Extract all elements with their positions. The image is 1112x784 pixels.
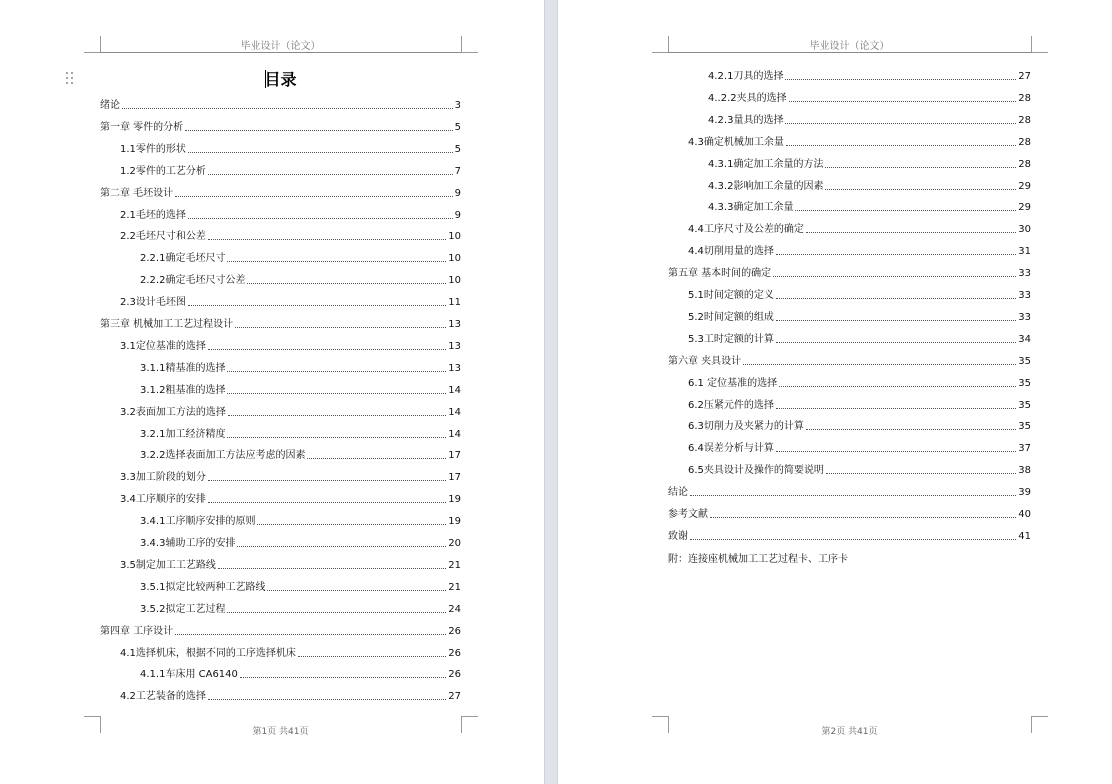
toc-entry-text: 2.2毛坯尺寸和公差 [120, 231, 206, 243]
toc-entry-text: 4..2.2夹具的选择 [708, 92, 787, 104]
toc-entry-page-number: 26 [448, 669, 461, 681]
toc-entry[interactable] [100, 98, 461, 111]
toc-entry-page-number: 26 [448, 625, 461, 637]
toc-entry-page-number: 29 [1018, 202, 1031, 214]
toc-entry-page-number: 30 [1018, 224, 1031, 236]
corner-mark-bottom-right [1031, 716, 1048, 733]
toc-entry[interactable] [100, 536, 461, 549]
toc-entry[interactable] [100, 383, 461, 396]
page-footer: 第1页 共41页 [252, 727, 309, 737]
toc-entry[interactable] [668, 179, 1031, 192]
toc-dot-leader [806, 231, 1016, 233]
page-gap [544, 0, 558, 784]
toc-entry[interactable] [100, 120, 461, 133]
toc-entry[interactable] [668, 69, 1031, 82]
toc-dot-leader [235, 326, 446, 328]
toc-entry[interactable] [668, 332, 1031, 345]
toc-dot-leader [185, 129, 452, 131]
toc-dot-leader [779, 385, 1016, 387]
toc-entry[interactable] [100, 208, 461, 221]
toc-entry-text: 4.3确定机械加工余量 [688, 136, 784, 148]
toc-entry-page-number: 27 [1018, 71, 1031, 82]
corner-mark-top-right [461, 36, 478, 53]
toc-entry-page-number: 5 [454, 143, 461, 155]
toc-entry-text: 3.1.2粗基准的选择 [140, 384, 226, 396]
toc-dot-leader [208, 698, 446, 700]
toc-dot-leader [825, 166, 1016, 168]
toc-entry[interactable] [100, 448, 461, 461]
toc-entry-page-number: 9 [454, 209, 461, 221]
toc-dot-leader [776, 450, 1016, 452]
toc-entry-page-number: 10 [448, 231, 461, 243]
toc-entry-page-number: 29 [1018, 180, 1031, 192]
toc-entry[interactable] [100, 427, 461, 440]
toc-entry[interactable] [668, 441, 1031, 454]
toc-entry[interactable] [668, 113, 1031, 126]
toc-entry-text: 3.2.2选择表面加工方法应考虑的因素 [140, 450, 306, 462]
toc-entry[interactable] [100, 646, 461, 659]
toc-entry-page-number: 40 [1018, 509, 1031, 520]
toc-entry-page-number: 10 [448, 275, 461, 287]
toc-dot-leader [806, 428, 1016, 430]
toc-dot-leader [789, 100, 1017, 102]
toc-entry[interactable] [668, 463, 1031, 476]
toc-dot-leader [776, 407, 1016, 409]
toc-dot-leader [298, 655, 446, 657]
toc-entry-text: 3.5制定加工工艺路线 [120, 559, 216, 571]
toc-entry-page-number: 28 [1018, 158, 1031, 170]
toc-entry[interactable] [668, 419, 1031, 432]
toc-entry-text: 3.4.1工序顺序安排的原则 [140, 516, 256, 528]
toc-dot-leader [227, 392, 446, 394]
toc-entry-text: 3.1定位基准的选择 [120, 340, 206, 352]
toc-entry[interactable] [100, 295, 461, 308]
toc-entry[interactable] [100, 142, 461, 155]
toc-entry-text: 3.3加工阶段的划分 [120, 472, 206, 484]
toc-entry-page-number: 37 [1018, 443, 1031, 455]
toc-entry-page-number: 7 [454, 165, 461, 177]
toc-entry[interactable] [668, 354, 1031, 367]
toc-entry-text: 3.1.1精基准的选择 [140, 362, 226, 374]
toc-dot-leader [227, 260, 446, 262]
toc-dot-leader [795, 209, 1016, 211]
toc-entry-page-number: 31 [1018, 246, 1031, 258]
toc-dot-leader [710, 516, 1016, 518]
toc-entry-text: 2.3设计毛坯图 [120, 297, 186, 309]
toc-entry-page-number: 33 [1018, 290, 1031, 301]
toc-entry-text: 6.1 定位基准的选择 [688, 377, 778, 389]
header-rule [668, 52, 1031, 53]
toc-entry-page-number: 24 [448, 603, 461, 615]
toc-dot-leader [218, 567, 446, 569]
toc-dot-leader [690, 494, 1016, 496]
toc-list-page-1 [100, 98, 461, 708]
toc-dot-leader [786, 144, 1016, 146]
toc-entry[interactable] [100, 317, 461, 330]
toc-dot-leader [208, 238, 446, 240]
toc-entry[interactable] [100, 251, 461, 264]
toc-entry-text: 结论 [668, 487, 688, 499]
toc-dot-leader [825, 188, 1016, 190]
toc-entry[interactable] [668, 244, 1031, 257]
toc-entry-text: 6.5夹具设计及操作的简要说明 [688, 465, 824, 477]
toc-dot-leader [227, 370, 446, 372]
toc-dot-leader [175, 633, 446, 635]
toc-entry-page-number: 10 [448, 253, 461, 265]
toc-entry-text: 3.5.1拟定比较两种工艺路线 [140, 581, 266, 593]
toc-entry[interactable] [100, 689, 461, 702]
toc-dot-leader [188, 217, 453, 219]
toc-entry[interactable] [100, 492, 461, 505]
toc-entry-text: 3.4.3辅助工序的安排 [140, 538, 236, 549]
toc-entry-page-number: 13 [448, 319, 461, 330]
toc-entry-page-number: 33 [1018, 268, 1031, 280]
page-footer: 第2页 共41页 [821, 727, 878, 737]
toc-entry-text: 致谢 [668, 530, 688, 542]
toc-dot-leader [188, 304, 446, 306]
toc-dot-leader [122, 107, 453, 109]
toc-entry-text: 4.2.3量具的选择 [708, 114, 784, 126]
toc-entry-page-number: 11 [448, 297, 461, 309]
toc-entry[interactable] [100, 361, 461, 374]
toc-list-page-2 [668, 69, 1031, 549]
toc-entry-page-number: 28 [1018, 92, 1031, 104]
toc-entry-text: 4.4切削用量的选择 [688, 246, 774, 258]
toc-entry[interactable] [100, 164, 461, 177]
corner-mark-top-left [84, 36, 101, 53]
toc-entry-page-number: 27 [448, 691, 461, 703]
toc-entry[interactable] [668, 135, 1031, 148]
toc-entry-text: 4.3.3确定加工余量 [708, 202, 794, 214]
page-header: 毕业设计（论文） [240, 41, 321, 52]
toc-entry[interactable] [668, 222, 1031, 235]
toc-entry-page-number: 38 [1018, 465, 1031, 477]
toc-entry-text: 2.2.1确定毛坯尺寸 [140, 253, 226, 265]
toc-entry-text: 3.2表面加工方法的选择 [120, 406, 226, 418]
toc-entry[interactable] [668, 288, 1031, 301]
toc-entry-page-number: 34 [1018, 333, 1031, 345]
toc-dot-leader [227, 436, 446, 438]
toc-entry-page-number: 19 [448, 494, 461, 506]
toc-entry-text: 6.3切削力及夹紧力的计算 [688, 421, 804, 433]
toc-entry-page-number: 13 [448, 340, 461, 352]
toc-dot-leader [776, 319, 1016, 321]
toc-entry-page-number: 14 [448, 384, 461, 396]
document-page-1 [0, 0, 544, 784]
toc-dot-leader [743, 363, 1016, 365]
toc-entry-page-number: 26 [448, 647, 461, 659]
toc-entry[interactable] [668, 266, 1031, 279]
toc-entry-page-number: 14 [448, 406, 461, 418]
toc-entry-page-number: 35 [1018, 399, 1031, 411]
toc-entry[interactable] [668, 91, 1031, 104]
toc-entry-text: 1.1零件的形状 [120, 143, 186, 155]
toc-entry-text: 第二章 毛坯设计 [100, 187, 174, 199]
toc-entry-page-number: 35 [1018, 421, 1031, 433]
toc-dot-leader [228, 414, 446, 416]
toc-entry[interactable] [668, 529, 1031, 542]
toc-entry[interactable] [100, 558, 461, 571]
toc-entry[interactable] [100, 405, 461, 418]
toc-dot-leader [208, 501, 446, 503]
toc-entry-page-number: 39 [1018, 487, 1031, 499]
toc-entry-page-number: 14 [448, 428, 461, 440]
toc-dot-leader [227, 611, 446, 613]
toc-entry[interactable] [100, 514, 461, 527]
toc-dot-leader [240, 676, 446, 678]
toc-entry-text: 4.1选择机床，根据不同的工序选择机床 [120, 647, 296, 659]
toc-entry[interactable] [100, 667, 461, 680]
toc-entry-text: 第三章 机械加工工艺过程设计 [100, 319, 234, 330]
toc-dot-leader [237, 545, 446, 547]
toc-entry-text: 6.2压紧元件的选择 [688, 399, 774, 411]
corner-mark-bottom-left [652, 716, 669, 733]
toc-entry[interactable] [100, 470, 461, 483]
corner-mark-top-left [652, 36, 669, 53]
toc-entry-text: 5.2时间定额的组成 [688, 311, 774, 323]
header-rule [100, 52, 461, 53]
toc-dot-leader [208, 173, 453, 175]
toc-dot-leader [307, 457, 446, 459]
toc-entry-page-number: 17 [448, 472, 461, 484]
toc-entry-text: 4.2.1刀具的选择 [708, 71, 784, 82]
toc-entry[interactable] [668, 376, 1031, 389]
toc-entry[interactable] [668, 310, 1031, 323]
corner-mark-top-right [1031, 36, 1048, 53]
toc-entry[interactable] [100, 273, 461, 286]
toc-dot-leader [773, 275, 1016, 277]
toc-entry-text: 参考文献 [668, 509, 708, 520]
toc-entry[interactable] [668, 157, 1031, 170]
toc-dot-leader [188, 151, 453, 153]
appendix-note: 附：连接座机械加工工艺过程卡、工序卡 [668, 554, 848, 565]
toc-entry-text: 4.3.2影响加工余量的因素 [708, 180, 824, 192]
toc-dot-leader [175, 195, 452, 197]
drag-handle-icon[interactable] [66, 72, 76, 86]
toc-dot-leader [208, 348, 446, 350]
toc-entry-text: 5.3工时定额的计算 [688, 333, 774, 345]
toc-dot-leader [776, 253, 1016, 255]
toc-entry-text: 4.2工艺装备的选择 [120, 691, 206, 703]
toc-entry-page-number: 13 [448, 362, 461, 374]
toc-dot-leader [776, 341, 1016, 343]
toc-entry-text: 3.2.1加工经济精度 [140, 428, 226, 440]
toc-entry[interactable] [100, 624, 461, 637]
toc-entry-text: 2.2.2确定毛坯尺寸公差 [140, 275, 246, 287]
toc-entry-page-number: 35 [1018, 355, 1031, 367]
toc-title: 目录 [264, 70, 297, 89]
toc-entry[interactable] [100, 229, 461, 242]
page-header: 毕业设计（论文） [809, 41, 890, 52]
toc-entry-text: 3.4工序顺序的安排 [120, 494, 206, 506]
toc-entry[interactable] [100, 339, 461, 352]
toc-entry-page-number: 9 [454, 187, 461, 199]
toc-entry-page-number: 21 [448, 581, 461, 593]
toc-entry-text: 5.1时间定额的定义 [688, 290, 774, 301]
corner-mark-bottom-left [84, 716, 101, 733]
toc-entry[interactable] [100, 602, 461, 615]
toc-dot-leader [785, 78, 1016, 80]
corner-mark-bottom-right [461, 716, 478, 733]
document-page-2 [558, 0, 1112, 784]
toc-entry-page-number: 33 [1018, 311, 1031, 323]
toc-entry-text: 第五章 基本时间的确定 [668, 268, 772, 280]
toc-dot-leader [776, 297, 1016, 299]
toc-entry-page-number: 3 [454, 100, 461, 111]
toc-entry-text: 第一章 零件的分析 [100, 121, 184, 133]
toc-entry-page-number: 41 [1018, 530, 1031, 542]
toc-entry-text: 3.5.2拟定工艺过程 [140, 603, 226, 615]
toc-entry-text: 第六章 夹具设计 [668, 355, 742, 367]
toc-entry[interactable] [668, 485, 1031, 498]
toc-entry-text: 1.2零件的工艺分析 [120, 165, 206, 177]
toc-dot-leader [690, 538, 1016, 540]
toc-entry[interactable] [100, 580, 461, 593]
toc-entry-text: 4.1.1车床用 CA6140 [140, 669, 238, 681]
toc-entry-text: 4.3.1确定加工余量的方法 [708, 158, 824, 170]
toc-entry-page-number: 20 [448, 538, 461, 549]
toc-entry-page-number: 28 [1018, 114, 1031, 126]
toc-entry-text: 6.4误差分析与计算 [688, 443, 774, 455]
toc-entry-text: 4.4工序尺寸及公差的确定 [688, 224, 804, 236]
toc-entry-text: 2.1毛坯的选择 [120, 209, 186, 221]
toc-dot-leader [257, 523, 446, 525]
toc-entry-page-number: 28 [1018, 136, 1031, 148]
toc-dot-leader [208, 479, 446, 481]
toc-entry-page-number: 19 [448, 516, 461, 528]
toc-entry[interactable] [668, 200, 1031, 213]
toc-entry-page-number: 17 [448, 450, 461, 462]
toc-dot-leader [267, 589, 446, 591]
toc-entry-page-number: 35 [1018, 377, 1031, 389]
toc-entry-page-number: 5 [454, 121, 461, 133]
toc-entry[interactable] [668, 507, 1031, 520]
toc-entry-text: 绪论 [100, 100, 120, 111]
toc-entry[interactable] [668, 398, 1031, 411]
toc-entry-page-number: 21 [448, 559, 461, 571]
toc-dot-leader [247, 282, 446, 284]
toc-dot-leader [826, 472, 1016, 474]
toc-entry-text: 第四章 工序设计 [100, 625, 174, 637]
toc-dot-leader [785, 122, 1016, 124]
toc-entry[interactable] [100, 186, 461, 199]
